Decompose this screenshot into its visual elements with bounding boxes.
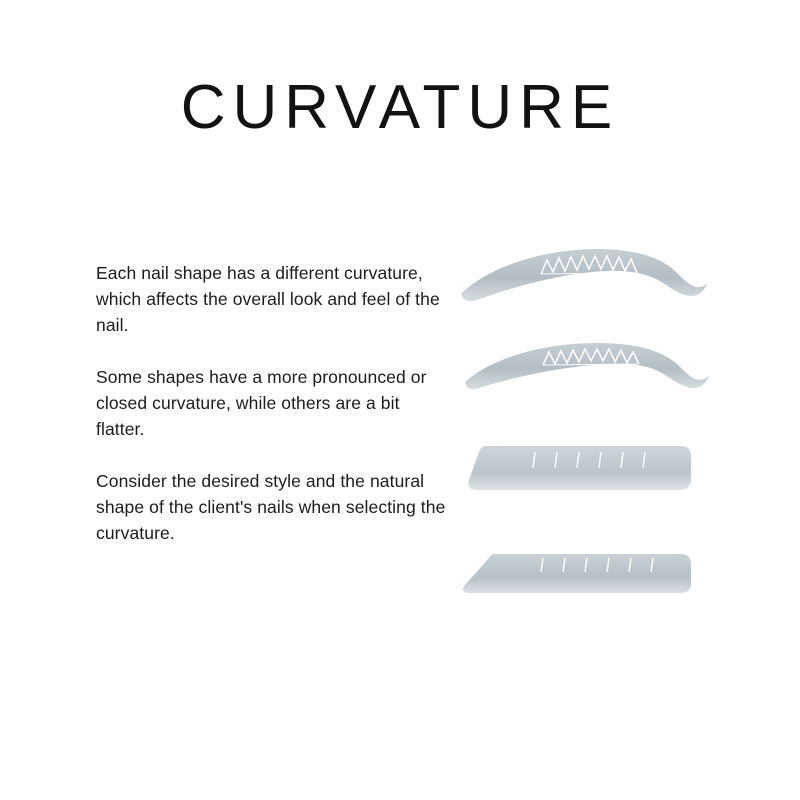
- paragraph-1: Each nail shape has a different curvature, which affects the overall look and feel of the nail.: [96, 263, 440, 335]
- page-title: CURVATURE: [180, 73, 620, 142]
- nail-tip-slanted-flat-icon: [455, 540, 715, 625]
- paragraph-3: Consider the desired style and the natural shape of the client's nails when selecting the curvature.: [96, 471, 446, 543]
- paragraph-2: Some shapes have a more pronounced or closed curvature, while others are a bit flatter.: [96, 367, 427, 439]
- nail-tip-flat-icon: [455, 430, 715, 515]
- nail-tip-curved-medium-icon: [455, 332, 715, 417]
- text-column: [96, 260, 446, 546]
- figure-group: [455, 240, 755, 640]
- nail-tip-curved-pronounced-icon: [455, 240, 715, 325]
